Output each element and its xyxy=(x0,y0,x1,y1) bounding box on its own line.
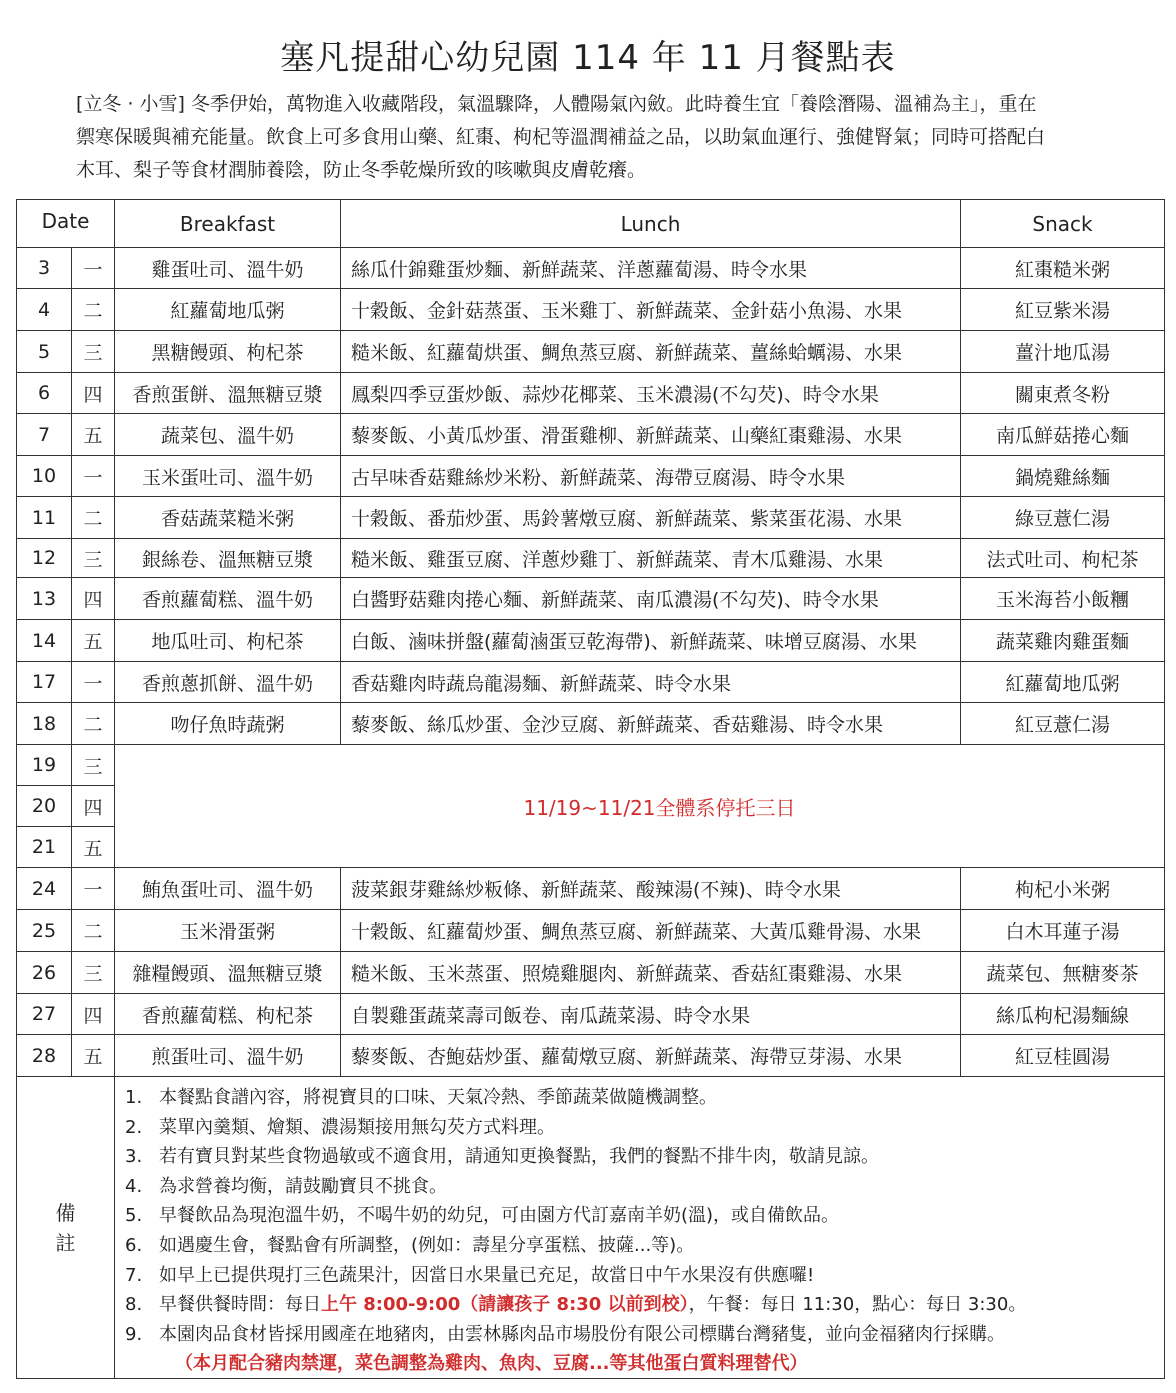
date-weekday: 一 xyxy=(72,662,115,703)
lunch-cell: 十穀飯、紅蘿蔔炒蛋、鯛魚蒸豆腐、新鮮蔬菜、大黃瓜雞骨湯、水果 xyxy=(341,910,961,952)
breakfast-cell: 香煎蛋餅、溫無糖豆漿 xyxy=(115,373,341,414)
date-day: 17 xyxy=(17,662,72,703)
lunch-cell: 糙米飯、玉米蒸蛋、照燒雞腿肉、新鮮蔬菜、香菇紅棗雞湯、水果 xyxy=(341,952,961,994)
date-day: 19 xyxy=(17,745,72,786)
date-day: 3 xyxy=(17,248,72,289)
snack-cell: 蔬菜雞肉雞蛋麵 xyxy=(961,620,1165,662)
snack-cell: 薑汁地瓜湯 xyxy=(961,331,1165,373)
note-number: 4. xyxy=(125,1175,143,1197)
date-day: 25 xyxy=(17,910,72,952)
note-item xyxy=(125,1261,1164,1291)
lunch-cell: 藜麥飯、杏鮑菇炒蛋、蘿蔔燉豆腐、新鮮蔬菜、海帶豆芽湯、水果 xyxy=(341,1035,961,1077)
date-day: 11 xyxy=(17,497,72,539)
note-number: 9. xyxy=(125,1323,143,1345)
note-item xyxy=(125,1231,1164,1261)
breakfast-cell: 紅蘿蔔地瓜粥 xyxy=(115,289,341,331)
table-row xyxy=(17,1035,1165,1077)
meal-time-highlight: 上午 8:00-9:00（請讓孩子 8:30 以前到校） xyxy=(321,1294,689,1316)
note-item xyxy=(125,1083,1164,1113)
date-day: 14 xyxy=(17,620,72,662)
snack-cell: 南瓜鮮菇捲心麵 xyxy=(961,414,1165,456)
notes-label: 備 註 xyxy=(17,1077,115,1379)
date-day: 24 xyxy=(17,868,72,910)
date-weekday: 一 xyxy=(72,456,115,497)
snack-cell: 紅豆桂圓湯 xyxy=(961,1035,1165,1077)
lunch-cell: 菠菜銀芽雞絲炒粄條、新鮮蔬菜、酸辣湯(不辣)、時令水果 xyxy=(341,868,961,910)
breakfast-cell: 煎蛋吐司、溫牛奶 xyxy=(115,1035,341,1077)
breakfast-cell: 香菇蔬菜糙米粥 xyxy=(115,497,341,539)
date-day: 28 xyxy=(17,1035,72,1077)
note-text: 菜單內羹類、燴類、濃湯類接用無勾芡方式料理。 xyxy=(159,1116,555,1138)
lunch-cell: 白醬野菇雞肉捲心麵、新鮮蔬菜、南瓜濃湯(不勾芡)、時令水果 xyxy=(341,578,961,620)
breakfast-cell: 蔬菜包、溫牛奶 xyxy=(115,414,341,456)
date-day: 12 xyxy=(17,539,72,578)
lunch-cell: 古早味香菇雞絲炒米粉、新鮮蔬菜、海帶豆腐湯、時令水果 xyxy=(341,456,961,497)
date-day: 5 xyxy=(17,331,72,373)
breakfast-cell: 香煎蔥抓餅、溫牛奶 xyxy=(115,662,341,703)
lunch-cell: 鳳梨四季豆蛋炒飯、蒜炒花椰菜、玉米濃湯(不勾芡)、時令水果 xyxy=(341,373,961,414)
date-weekday: 一 xyxy=(72,248,115,289)
note-text: 早餐飲品為現泡溫牛奶，不喝牛奶的幼兒，可由園方代訂嘉南羊奶(溫)，或自備飲品。 xyxy=(159,1205,840,1227)
snack-cell: 鍋燒雞絲麵 xyxy=(961,456,1165,497)
note-text: 若有寶貝對某些食物過敏或不適食用，請通知更換餐點，我們的餐點不排牛肉，敬請見諒。 xyxy=(159,1146,879,1168)
snack-cell: 紅豆紫米湯 xyxy=(961,289,1165,331)
table-body xyxy=(17,248,1165,1379)
table-row xyxy=(17,952,1165,994)
date-day: 21 xyxy=(17,827,72,868)
intro-line: 禦寒保暖與補充能量。飲食上可多食用山藥、紅棗、枸杞等溫潤補益之品，以助氣血運行、強健腎氣；同時可搭配白 xyxy=(76,126,1046,148)
note-number: 6. xyxy=(125,1234,143,1256)
note-number: 1. xyxy=(125,1087,143,1108)
breakfast-cell: 鮪魚蛋吐司、溫牛奶 xyxy=(115,868,341,910)
snack-cell: 蔬菜包、無糖麥茶 xyxy=(961,952,1165,994)
note-text: 如早上已提供現打三色蔬果汁，因當日水果量已充足，故當日中午水果沒有供應囉! xyxy=(159,1264,815,1286)
note-text-part: ，午餐：每日 11:30，點心：每日 3:30。 xyxy=(688,1294,1027,1316)
date-weekday: 四 xyxy=(72,994,115,1035)
lunch-cell: 十穀飯、番茄炒蛋、馬鈴薯燉豆腐、新鮮蔬菜、紫菜蛋花湯、水果 xyxy=(341,497,961,539)
breakfast-cell: 玉米蛋吐司、溫牛奶 xyxy=(115,456,341,497)
note-number: 2. xyxy=(125,1116,143,1138)
date-weekday: 五 xyxy=(72,620,115,662)
notes-content xyxy=(115,1077,1165,1379)
date-weekday: 四 xyxy=(72,578,115,620)
date-weekday: 四 xyxy=(72,786,115,827)
header-breakfast: Breakfast xyxy=(115,200,341,248)
note-number: 3. xyxy=(125,1146,143,1168)
note-number: 7. xyxy=(125,1264,143,1286)
snack-cell: 紅豆薏仁湯 xyxy=(961,703,1165,745)
lunch-cell: 十穀飯、金針菇蒸蛋、玉米雞丁、新鮮蔬菜、金針菇小魚湯、水果 xyxy=(341,289,961,331)
table-row xyxy=(17,578,1165,620)
date-day: 27 xyxy=(17,994,72,1035)
intro-line: 木耳、梨子等食材潤肺養陰，防止冬季乾燥所致的咳嗽與皮膚乾癢。 xyxy=(76,159,647,181)
note-text: 本餐點食譜內容，將視寶貝的口味、天氣冷熱、季節蔬菜做隨機調整。 xyxy=(159,1087,717,1108)
table-row xyxy=(17,456,1165,497)
header-snack: Snack xyxy=(961,200,1165,248)
date-weekday: 二 xyxy=(72,289,115,331)
lunch-cell: 白飯、滷味拼盤(蘿蔔滷蛋豆乾海帶)、新鮮蔬菜、味增豆腐湯、水果 xyxy=(341,620,961,662)
note-item xyxy=(125,1290,1164,1320)
breakfast-cell: 玉米滑蛋粥 xyxy=(115,910,341,952)
date-day: 10 xyxy=(17,456,72,497)
table-row xyxy=(17,414,1165,456)
date-weekday: 三 xyxy=(72,952,115,994)
breakfast-cell: 黑糖饅頭、枸杞茶 xyxy=(115,331,341,373)
header-date: Date xyxy=(17,200,115,248)
date-weekday: 一 xyxy=(72,868,115,910)
notes-row xyxy=(17,1077,1165,1379)
snack-cell: 絲瓜枸杞湯麵線 xyxy=(961,994,1165,1035)
snack-cell: 紅蘿蔔地瓜粥 xyxy=(961,662,1165,703)
date-day: 6 xyxy=(17,373,72,414)
date-weekday: 二 xyxy=(72,497,115,539)
date-day: 7 xyxy=(17,414,72,456)
table-row xyxy=(17,331,1165,373)
note-number: 8. xyxy=(125,1294,143,1316)
lunch-cell: 絲瓜什錦雞蛋炒麵、新鮮蔬菜、洋蔥蘿蔔湯、時令水果 xyxy=(341,248,961,289)
snack-cell: 枸杞小米粥 xyxy=(961,868,1165,910)
table-row xyxy=(17,539,1165,578)
date-weekday: 三 xyxy=(72,745,115,786)
note-text-part: 早餐供餐時間：每日 xyxy=(159,1294,321,1316)
note-item xyxy=(125,1113,1164,1143)
snack-cell: 白木耳蓮子湯 xyxy=(961,910,1165,952)
closure-notice: 11/19~11/21全體系停托三日 xyxy=(115,745,1165,868)
date-weekday: 三 xyxy=(72,331,115,373)
note-item xyxy=(125,1172,1164,1202)
header-lunch: Lunch xyxy=(341,200,961,248)
note-item xyxy=(125,1201,1164,1231)
date-weekday: 四 xyxy=(72,373,115,414)
date-weekday: 五 xyxy=(72,827,115,868)
snack-cell: 法式吐司、枸杞茶 xyxy=(961,539,1165,578)
date-day: 18 xyxy=(17,703,72,745)
note-number: 5. xyxy=(125,1205,143,1227)
snack-cell: 關東煮冬粉 xyxy=(961,373,1165,414)
note-item xyxy=(125,1320,1164,1350)
breakfast-cell: 雞蛋吐司、溫牛奶 xyxy=(115,248,341,289)
table-row xyxy=(17,994,1165,1035)
closure-row xyxy=(17,745,1165,786)
note-text xyxy=(159,1290,1026,1320)
note-text: 本園肉品食材皆採用國產在地豬肉，由雲林縣肉品市場股份有限公司標購台灣豬隻，並向金福豬肉行採購。 xyxy=(159,1323,1005,1345)
date-day: 4 xyxy=(17,289,72,331)
seasonal-intro xyxy=(76,88,1116,187)
lunch-cell: 藜麥飯、小黃瓜炒蛋、滑蛋雞柳、新鮮蔬菜、山藥紅棗雞湯、水果 xyxy=(341,414,961,456)
lunch-cell: 糙米飯、雞蛋豆腐、洋蔥炒雞丁、新鮮蔬菜、青木瓜雞湯、水果 xyxy=(341,539,961,578)
date-weekday: 五 xyxy=(72,414,115,456)
table-row xyxy=(17,497,1165,539)
date-day: 26 xyxy=(17,952,72,994)
lunch-cell: 糙米飯、紅蘿蔔烘蛋、鯛魚蒸豆腐、新鮮蔬菜、薑絲蛤蠣湯、水果 xyxy=(341,331,961,373)
breakfast-cell: 香煎蘿蔔糕、溫牛奶 xyxy=(115,578,341,620)
breakfast-cell: 銀絲卷、溫無糖豆漿 xyxy=(115,539,341,578)
table-row xyxy=(17,248,1165,289)
lunch-cell: 香菇雞肉時蔬烏龍湯麵、新鮮蔬菜、時令水果 xyxy=(341,662,961,703)
table-row xyxy=(17,373,1165,414)
table-header-row xyxy=(17,200,1165,248)
breakfast-cell: 吻仔魚時蔬粥 xyxy=(115,703,341,745)
date-weekday: 二 xyxy=(72,703,115,745)
intro-line: [立冬 · 小雪] 冬季伊始，萬物進入收藏階段，氣溫驟降，人體陽氣內斂。此時養生宜「養陰潛陽、溫補為主」，重在 xyxy=(76,93,1037,115)
meal-table xyxy=(16,199,1165,1379)
note-item xyxy=(125,1142,1164,1172)
note-text: 為求營養均衡，請鼓勵寶貝不挑食。 xyxy=(159,1175,447,1197)
breakfast-cell: 香煎蘿蔔糕、枸杞茶 xyxy=(115,994,341,1035)
date-weekday: 五 xyxy=(72,1035,115,1077)
page-title: 塞凡提甜心幼兒園 114 年 11 月餐點表 xyxy=(280,38,896,78)
table-row xyxy=(17,703,1165,745)
date-day: 20 xyxy=(17,786,72,827)
table-row xyxy=(17,662,1165,703)
snack-cell: 玉米海苔小飯糰 xyxy=(961,578,1165,620)
snack-cell: 綠豆薏仁湯 xyxy=(961,497,1165,539)
snack-cell: 紅棗糙米粥 xyxy=(961,248,1165,289)
table-row xyxy=(17,868,1165,910)
breakfast-cell: 雜糧饅頭、溫無糖豆漿 xyxy=(115,952,341,994)
lunch-cell: 自製雞蛋蔬菜壽司飯卷、南瓜蔬菜湯、時令水果 xyxy=(341,994,961,1035)
table-row xyxy=(17,910,1165,952)
lunch-cell: 藜麥飯、絲瓜炒蛋、金沙豆腐、新鮮蔬菜、香菇雞湯、時令水果 xyxy=(341,703,961,745)
date-day: 13 xyxy=(17,578,72,620)
date-weekday: 二 xyxy=(72,910,115,952)
date-weekday: 三 xyxy=(72,539,115,578)
pork-ban-notice: （本月配合豬肉禁運，菜色調整為雞肉、魚肉、豆腐...等其他蛋白質料理替代） xyxy=(175,1353,808,1375)
breakfast-cell: 地瓜吐司、枸杞茶 xyxy=(115,620,341,662)
table-row xyxy=(17,289,1165,331)
table-row xyxy=(17,620,1165,662)
note-text: 如遇慶生會，餐點會有所調整，(例如：壽星分享蛋糕、披薩...等)。 xyxy=(159,1234,695,1256)
